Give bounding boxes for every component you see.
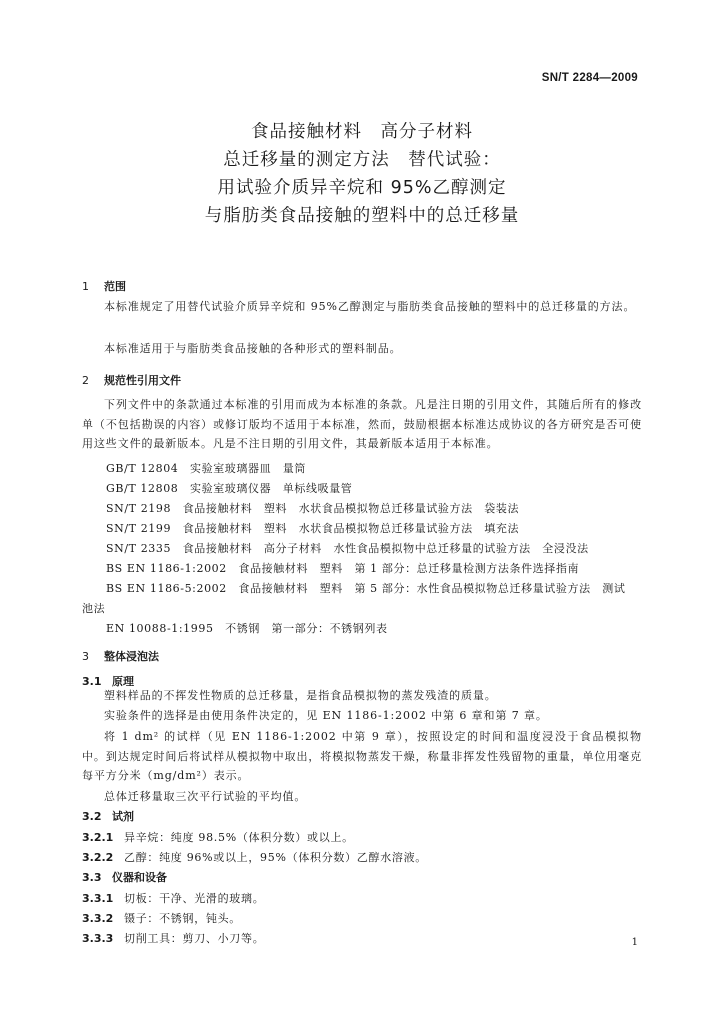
reference-item: BS EN 1186-1:2002 食品接触材料 塑料 第 1 部分：总迁移量检测方法条件选择指南 [106, 562, 580, 575]
clause-text: 乙醇：纯度 96%或以上，95%（体积分数）乙醇水溶液。 [124, 851, 427, 864]
section-1-heading [82, 278, 126, 294]
reference-item: EN 10088-1:1995 不锈钢 第一部分：不锈钢列表 [106, 622, 388, 635]
section-1-title: 范围 [104, 280, 126, 293]
reference-item: GB/T 12804 实验室玻璃器皿 量筒 [106, 462, 307, 475]
title-line-3: 用试验介质异辛烷和 95%乙醇测定 [217, 178, 507, 198]
section-2-title: 规范性引用文件 [104, 374, 181, 387]
clause-number: 3.2.1 [82, 831, 114, 844]
clause-text: 切板：干净、光滑的玻璃。 [124, 892, 265, 905]
section-2-heading [82, 372, 181, 388]
reference-item: GB/T 12808 实验室玻璃仪器 单标线吸量管 [106, 482, 353, 495]
page-number: 1 [631, 937, 638, 948]
section-3-3-number: 3.3 [82, 871, 102, 884]
reference-item: SN/T 2198 食品接触材料 塑料 水状食品模拟物总迁移量试验方法 袋装法 [106, 502, 520, 515]
clause-number: 3.3.2 [82, 912, 114, 925]
reference-item: BS EN 1186-5:2002 食品接触材料 塑料 第 5 部分：水性食品模拟物总迁移量试验方法 测试 [106, 582, 626, 595]
title-line-4: 与脂肪类食品接触的塑料中的总迁移量 [204, 206, 520, 226]
section-3-2-number: 3.2 [82, 810, 102, 823]
section-3-1-number: 3.1 [82, 675, 102, 688]
clause-text: 镊子：不锈钢，钝头。 [124, 912, 241, 925]
list-item [82, 910, 241, 926]
clause-number: 3.3.3 [82, 932, 114, 945]
section-3-1-paragraph-1: 塑料样品的不挥发性物质的总迁移量，是指食品模拟物的蒸发残渣的质量。 [104, 689, 497, 702]
list-item [82, 829, 354, 845]
section-3-2-title: 试剂 [112, 810, 134, 823]
section-1-number: 1 [82, 280, 89, 293]
title-line-1: 食品接触材料 高分子材料 [251, 122, 473, 142]
clause-text: 异辛烷：纯度 98.5%（体积分数）或以上。 [124, 831, 354, 844]
section-3-heading [82, 648, 159, 664]
section-2-intro: 下列文件中的条款通过本标准的引用而成为本标准的条款。凡是注日期的引用文件，其随后所有的修改单（不包括勘误的内容）或修订版均不适用于本标准，然而，鼓励根据本标准达成协议的各方研究是否可使用这些文件的最新版本。凡是不注日期的引用文件，其最新版本适用于本标准。 [82, 398, 642, 450]
section-1-paragraph-1: 本标准规定了用替代试验介质异辛烷和 95%乙醇测定与脂肪类食品接触的塑料中的总迁移量的方法。 [104, 300, 636, 313]
section-2-number: 2 [82, 374, 89, 387]
section-1-paragraph-2: 本标准适用于与脂肪类食品接触的各种形式的塑料制品。 [104, 342, 402, 355]
reference-item-continuation: 池法 [82, 602, 106, 615]
clause-text: 切削工具：剪刀、小刀等。 [124, 932, 265, 945]
clause-number: 3.2.2 [82, 851, 114, 864]
section-3-number: 3 [82, 650, 89, 663]
clause-number: 3.3.1 [82, 892, 114, 905]
section-3-title: 整体浸泡法 [104, 650, 159, 663]
section-3-1-paragraph-4: 总体迁移量取三次平行试验的平均值。 [104, 790, 307, 803]
reference-item: SN/T 2199 食品接触材料 塑料 水状食品模拟物总迁移量试验方法 填充法 [106, 522, 520, 535]
section-3-2-heading [82, 808, 134, 824]
title-line-2: 总迁移量的测定方法 替代试验： [223, 150, 501, 170]
section-3-1-paragraph-2: 实验条件的选择是由使用条件决定的，见 EN 1186-1:2002 中第 6 章和第 7 章。 [104, 709, 548, 722]
list-item [82, 849, 427, 865]
section-3-3-title: 仪器和设备 [112, 871, 167, 884]
list-item [82, 930, 264, 946]
section-3-3-heading [82, 869, 167, 885]
reference-item: SN/T 2335 食品接触材料 高分子材料 水性食品模拟物中总迁移量的试验方法 全浸没法 [106, 542, 589, 555]
section-3-1-paragraph-3: 将 1 dm² 的试样（见 EN 1186-1:2002 中第 9 章），按照设定的时间和温度浸没于食品模拟物中。到达规定时间后将试样从模拟物中取出，将模拟物蒸发干燥，称量非挥发性残留物的重量，单位用毫克每平方分米（mg/dm²）表示。 [82, 730, 642, 782]
standard-number: SN/T 2284—2009 [541, 72, 638, 84]
section-3-1-title: 原理 [112, 675, 134, 688]
list-item [82, 890, 264, 906]
